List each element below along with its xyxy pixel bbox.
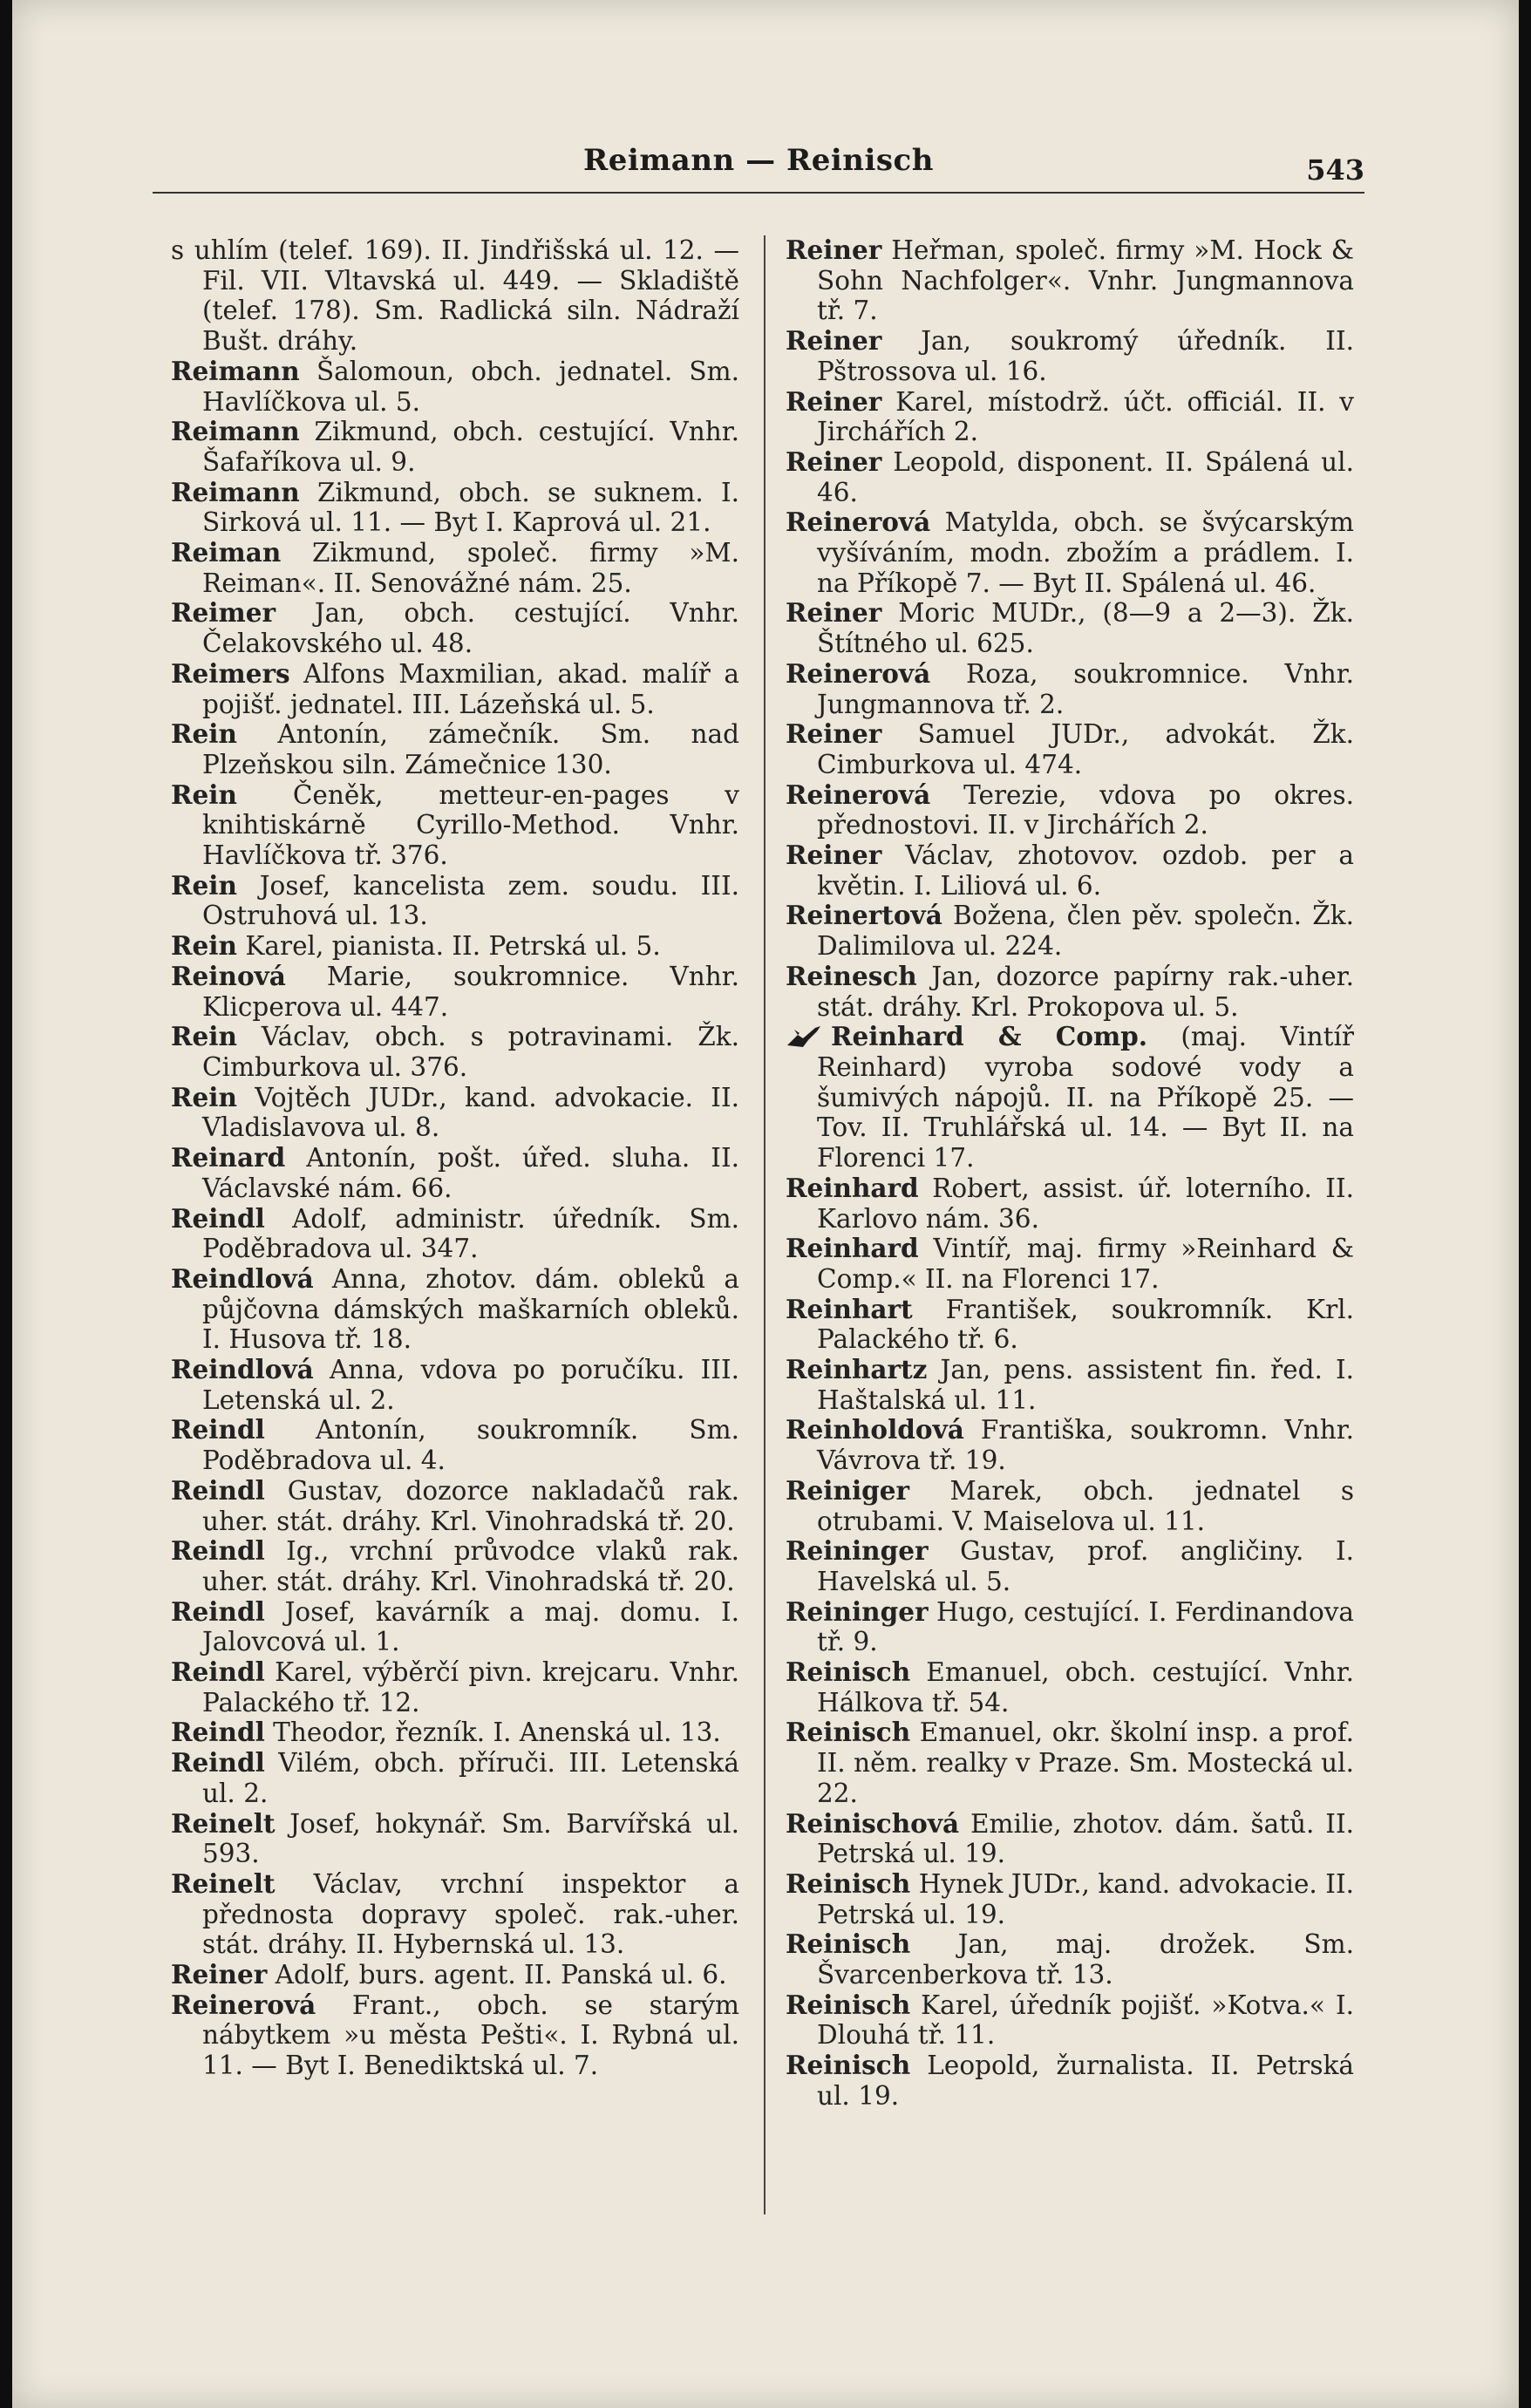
directory-entry	[786, 780, 1354, 840]
entry-name: Reinhard	[786, 1233, 919, 1264]
entry-name: Reinisch	[786, 1717, 911, 1748]
entry-text: Šalomoun, obch. jednatel. Sm. Havlíčkova ul. 5.	[202, 356, 739, 417]
entry-name: Reimer	[171, 597, 276, 629]
entry-text: Jan, obch. cestující. Vnhr. Čelakovského ul. 48.	[202, 598, 739, 659]
directory-entry	[786, 1234, 1354, 1294]
entry-name: Reininger	[786, 1535, 929, 1567]
entry-name: Reiman	[171, 537, 282, 568]
entry-text: Roza, soukromnice. Vnhr. Jungmannova tř. 2.	[817, 658, 1354, 719]
page-number: 543	[1306, 153, 1364, 187]
entry-name: Rein	[171, 1021, 237, 1052]
entry-name: Reinisch	[786, 1867, 911, 1899]
directory-entry	[786, 1355, 1354, 1415]
entry-name: Rein	[171, 779, 237, 810]
directory-entry	[786, 507, 1354, 598]
entry-text: Antonín, pošt. úřed. sluha. II. Václavské nám. 66.	[202, 1143, 739, 1203]
directory-entry	[786, 1990, 1354, 2051]
entry-text: Čeněk, metteur-en-pages v knihtiskárně Cyrillo-Method. Vnhr. Havlíčkova tř. 376.	[202, 779, 739, 871]
entry-name: Reimers	[171, 657, 290, 689]
entry-text: Terezie, vdova po okres. přednostovi. II. v Jirchářích 2.	[817, 779, 1354, 840]
entry-text: František, soukromník. Krl. Palackého tř. 6.	[817, 1294, 1354, 1355]
entry-name: Reindl	[171, 1595, 265, 1627]
entry-text: Robert, assist. úř. loterního. II. Karlovo nám. 36.	[817, 1173, 1354, 1234]
directory-entry	[786, 598, 1354, 658]
directory-entry	[786, 1476, 1354, 1536]
directory-entry	[786, 840, 1354, 901]
directory-entry	[171, 1476, 739, 1536]
entry-text: Karel, výběrčí pivn. krejcaru. Vnhr. Palackého tř. 12.	[202, 1657, 739, 1718]
entry-text: Emanuel, okr. školní insp. a prof. II. něm. realky v Praze. Sm. Mostecká ul. 22.	[817, 1718, 1354, 1808]
directory-entry	[171, 235, 739, 357]
entry-name: Reindl	[171, 1474, 265, 1506]
entry-text: Františka, soukromn. Vnhr. Vávrova tř. 19.	[817, 1415, 1354, 1476]
entry-name: Reinholdová	[786, 1414, 964, 1445]
directory-entry	[171, 1536, 739, 1596]
entry-text: Theodor, řezník. I. Anenská ul. 13.	[273, 1718, 721, 1748]
entry-name: Reiner	[786, 597, 882, 629]
entry-text: Zikmund, společ. firmy »M. Reiman«. II. Senovážné nám. 25.	[202, 538, 739, 598]
entry-text: Marek, obch. jednatel s otrubami. V. Maiselova ul. 11.	[817, 1475, 1354, 1536]
column-divider	[764, 235, 766, 2214]
entry-name: Reinerová	[786, 779, 931, 810]
directory-entry	[786, 1929, 1354, 1990]
entry-text: Václav, obch. s potravinami. Žk. Cimburkova ul. 376.	[202, 1022, 739, 1082]
running-title: Reimann — Reinisch	[583, 143, 934, 178]
entry-name: Reinelt	[171, 1867, 276, 1899]
entry-name: Reiner	[171, 1959, 268, 1990]
entry-text: Adolf, administr. úředník. Sm. Poděbradova ul. 347.	[202, 1203, 739, 1264]
entry-text: Vojtěch JUDr., kand. advokacie. II. Vladislavova ul. 8.	[202, 1082, 739, 1143]
entry-name: Reinerová	[786, 507, 931, 538]
entry-text: s uhlím (telef. 169). II. Jindřišská ul. 12. — Fil. VII. Vltavská ul. 449. — Skladiště (telef. 178). Sm. Radlická siln. Nádraží Bušt. dráhy.	[171, 235, 739, 357]
entry-name: Reindl	[171, 1202, 265, 1234]
directory-entry	[171, 1597, 739, 1657]
entry-text: Ig., vrchní průvodce vlaků rak. uher. stát. dráhy. Krl. Vinohradská tř. 20.	[202, 1536, 739, 1596]
entry-name: Reiner	[786, 718, 882, 750]
entry-name: Reinard	[171, 1142, 286, 1173]
entry-text: Jan, dozorce papírny rak.-uher. stát. dráhy. Krl. Prokopova ul. 5.	[817, 961, 1354, 1022]
directory-entry	[171, 962, 739, 1022]
directory-entry	[171, 598, 739, 658]
entry-name: Rein	[171, 718, 237, 750]
directory-entry	[786, 447, 1354, 507]
entry-text: Jan, pens. assistent fin. řed. I. Haštalská ul. 11.	[817, 1355, 1354, 1415]
directory-entry	[171, 538, 739, 598]
directory-entry	[786, 1869, 1354, 1929]
directory-entry	[171, 931, 739, 962]
entry-text: Hynek JUDr., kand. advokacie. II. Petrská ul. 19.	[817, 1868, 1354, 1929]
entry-name: Reinelt	[171, 1807, 276, 1839]
directory-entry	[171, 417, 739, 477]
directory-entry	[171, 659, 739, 719]
entry-name: Reindlová	[171, 1262, 314, 1294]
entry-text: Emilie, zhotov. dám. šatů. II. Petrská ul. 19.	[817, 1808, 1354, 1869]
entry-name: Reiner	[786, 385, 882, 417]
page-header	[153, 131, 1364, 194]
entry-text: Gustav, dozorce nakladačů rak. uher. stát. dráhy. Krl. Vinohradská tř. 20.	[202, 1475, 739, 1536]
entry-name: Reinisch	[786, 1928, 911, 1960]
entry-name: Reinhard & Comp.	[831, 1021, 1148, 1052]
entry-name: Reinesch	[786, 960, 917, 991]
entry-name: Rein	[171, 869, 237, 901]
entry-name: Rein	[171, 930, 237, 962]
entry-name: Rein	[171, 1081, 237, 1112]
entry-name: Reinerová	[171, 1989, 316, 2020]
left-column	[171, 235, 739, 2081]
directory-entry	[171, 1415, 739, 1475]
directory-entry	[786, 1295, 1354, 1355]
directory-entry	[786, 1597, 1354, 1657]
entry-text: Antonín, zámečník. Sm. nad Plzeňskou siln. Zámečnice 130.	[202, 719, 739, 779]
directory-entry	[786, 387, 1354, 447]
directory-entry	[786, 962, 1354, 1022]
directory-entry	[786, 235, 1354, 326]
entry-name: Reimann	[171, 416, 300, 447]
directory-entry	[171, 478, 739, 538]
directory-entry	[786, 326, 1354, 386]
directory-entry	[786, 1415, 1354, 1475]
directory-entry	[786, 719, 1354, 779]
entry-text: Hugo, cestující. I. Ferdinandova tř. 9.	[817, 1596, 1354, 1657]
directory-entry	[786, 1022, 1354, 1173]
entry-name: Reiner	[786, 325, 882, 357]
entry-text: Václav, vrchní inspektor a přednosta dopravy společ. rak.-uher. stát. dráhy. II. Hybernská ul. 13.	[202, 1868, 739, 1960]
entry-name: Reiner	[786, 235, 882, 265]
entry-text: Marie, soukromnice. Vnhr. Klicperova ul. 447.	[202, 961, 739, 1022]
entry-text: Jan, soukromý úředník. II. Pštrossova ul. 16.	[817, 326, 1354, 386]
directory-entry	[171, 1204, 739, 1264]
entry-text: Gustav, prof. angličiny. I. Havelská ul. 5.	[817, 1536, 1354, 1596]
scan-edge-left	[0, 0, 12, 2408]
entry-text: Samuel JUDr., advokát. Žk. Cimburkova ul. 474.	[817, 719, 1354, 779]
entry-name: Reimann	[171, 355, 300, 386]
entry-text: Vilém, obch. příruči. III. Letenská ul. 2.	[202, 1748, 739, 1808]
entry-name: Reiner	[786, 446, 882, 477]
entry-name: Reindl	[171, 1414, 265, 1445]
scan-edge-right	[1519, 0, 1531, 2408]
directory-entry	[171, 719, 739, 779]
entry-text: Josef, hokynář. Sm. Barvířská ul. 593.	[202, 1808, 739, 1869]
directory-entry	[171, 1809, 739, 1869]
entry-text: Karel, úředník pojišť. »Kotva.« I. Dlouhá tř. 11.	[817, 1990, 1354, 2051]
directory-entry	[786, 659, 1354, 719]
entry-text: Anna, vdova po poručíku. III. Letenská ul. 2.	[202, 1355, 739, 1415]
pointing-hand-icon	[786, 1023, 827, 1051]
directory-entry	[786, 1173, 1354, 1234]
entry-name: Reindl	[171, 1535, 265, 1567]
entry-text: Zikmund, obch. se suknem. I. Sirková ul. 11. — Byt I. Kaprová ul. 21.	[202, 477, 739, 538]
entry-name: Reinerová	[786, 657, 931, 689]
entry-name: Reindlová	[171, 1354, 314, 1385]
directory-entry	[171, 1143, 739, 1203]
entry-name: Reiner	[786, 840, 882, 871]
directory-entry	[171, 1869, 739, 1960]
entry-text: Jan, maj. drožek. Sm. Švarcenberkova tř. 13.	[817, 1929, 1354, 1990]
entry-name: Reinhartz	[786, 1354, 928, 1385]
entry-text: Vintíř, maj. firmy »Reinhard & Comp.« II. na Florenci 17.	[817, 1234, 1354, 1294]
directory-entry	[786, 901, 1354, 961]
entry-text: Božena, člen pěv. společn. Žk. Dalimilova ul. 224.	[817, 901, 1354, 962]
entry-name: Reinisch	[786, 1989, 911, 2020]
directory-entry	[171, 1355, 739, 1415]
entry-name: Reinisch	[786, 2050, 911, 2081]
entry-text: Leopold, disponent. II. Spálená ul. 46.	[817, 446, 1354, 507]
directory-entry	[786, 1809, 1354, 1869]
directory-entry	[171, 1718, 739, 1748]
entry-text: Anna, zhotov. dám. obleků a půjčovna dámských maškarních obleků. I. Husova tř. 18.	[202, 1263, 739, 1355]
entry-text: Leopold, žurnalista. II. Petrská ul. 19.	[817, 2051, 1354, 2111]
entry-name: Reinischová	[786, 1807, 960, 1839]
directory-entry	[171, 1990, 739, 2081]
entry-name: Reindl	[171, 1656, 265, 1688]
directory-entry	[171, 780, 739, 871]
entry-text: Alfons Maxmilian, akad. malíř a pojišť. jednatel. III. Lázeňská ul. 5.	[202, 658, 739, 719]
directory-entry	[171, 1657, 739, 1718]
entry-text: Heřman, společ. firmy »M. Hock & Sohn Nachfolger«. Vnhr. Jungmannova tř. 7.	[817, 235, 1354, 326]
entry-text: Karel, místodrž. účt. officiál. II. v Jirchářích 2.	[817, 386, 1354, 447]
entry-text: Matylda, obch. se švýcarským vyšíváním, modn. zbožím a prádlem. I. na Příkopě 7. — Byt II. Spálená ul. 46.	[817, 507, 1354, 598]
directory-entry	[171, 1748, 739, 1808]
directory-entry	[171, 357, 739, 417]
entry-text: Karel, pianista. II. Petrská ul. 5.	[245, 931, 661, 962]
entry-name: Reinhart	[786, 1293, 913, 1324]
entry-text: Adolf, burs. agent. II. Panská ul. 6.	[275, 1960, 727, 1990]
entry-text: Frant., obch. se starým nábytkem »u města Pešti«. I. Rybná ul. 11. — Byt I. Benediktská ul. 7.	[202, 1990, 739, 2081]
entry-text: Antonín, soukromník. Sm. Poděbradova ul. 4.	[202, 1415, 739, 1476]
entry-text: Václav, zhotovov. ozdob. per a květin. I. Liliová ul. 6.	[817, 840, 1354, 901]
entry-name: Reinová	[171, 960, 286, 991]
entry-name: Reimann	[171, 476, 300, 507]
directory-entry	[171, 1083, 739, 1143]
entry-name: Reinertová	[786, 900, 942, 931]
entry-text: Josef, kavárník a maj. domu. I. Jalovcová ul. 1.	[202, 1596, 739, 1657]
entry-text: (maj. Vintíř Reinhard) vyroba sodové vody a šumivých nápojů. II. na Příkopě 25. — Tov. II. Truhlářská ul. 14. — Byt II. na Florenci 17.	[817, 1022, 1354, 1173]
directory-entry	[786, 1657, 1354, 1718]
entry-name: Reininger	[786, 1595, 929, 1627]
directory-entry	[171, 1022, 739, 1082]
entry-name: Reindl	[171, 1717, 265, 1748]
directory-entry	[171, 871, 739, 931]
entry-text: Zikmund, obch. cestující. Vnhr. Šafaříkova ul. 9.	[202, 417, 739, 477]
entry-name: Reinisch	[786, 1656, 911, 1688]
entry-text: Moric MUDr., (8—9 a 2—3). Žk. Štítného ul. 625.	[817, 598, 1354, 659]
directory-entry	[786, 1718, 1354, 1808]
entry-name: Reindl	[171, 1747, 265, 1779]
directory-entry	[786, 1536, 1354, 1596]
entry-text: Josef, kancelista zem. soudu. III. Ostruhová ul. 13.	[202, 870, 739, 931]
entry-name: Reinhard	[786, 1172, 919, 1203]
entry-name: Reiniger	[786, 1474, 910, 1506]
directory-entry	[171, 1264, 739, 1355]
entry-text: Emanuel, obch. cestující. Vnhr. Hálkova tř. 54.	[817, 1657, 1354, 1718]
right-column	[786, 235, 1354, 2112]
directory-entry	[171, 1960, 739, 1990]
directory-entry	[786, 2051, 1354, 2111]
